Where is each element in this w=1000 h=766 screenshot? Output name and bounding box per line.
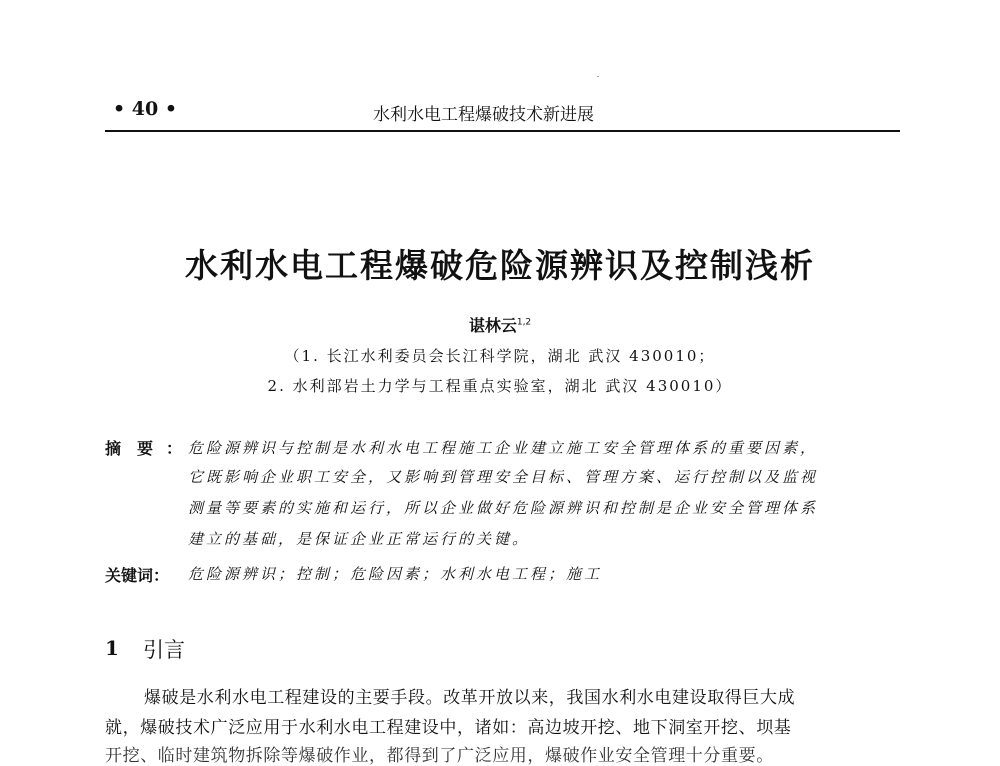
page-number: • 40 • — [113, 98, 177, 120]
section-title: 引言 — [143, 638, 185, 662]
affiliation-1: （1. 长江水利委员会长江科学院，湖北 武汉 430010； — [284, 347, 716, 365]
abstract-line: 危险源辨识与控制是水利水电工程施工企业建立施工安全管理体系的重要因素， — [188, 439, 819, 457]
header-rule — [105, 130, 900, 132]
running-title: 水利水电工程爆破技术新进展 — [373, 105, 594, 125]
abstract-line: 它既影响企业职工安全，又影响到管理安全目标、管理方案、运行控制以及监视 — [188, 468, 819, 486]
abstract-colon: ： — [166, 439, 183, 458]
body-line: 爆破是水利水电工程建设的主要手段。改革开放以来，我国水利水电建设取得巨大成 — [144, 688, 796, 708]
running-header — [105, 96, 900, 128]
affiliation-2: 2. 水利部岩土力学与工程重点实验室，湖北 武汉 430010） — [267, 377, 733, 395]
body-line: 开挖、临时建筑物拆除等爆破作业，都得到了广泛应用，爆破作业安全管理十分重要。 — [105, 746, 774, 766]
scan-speck — [597, 76, 599, 77]
section-number: 1 — [105, 636, 119, 660]
abstract-label: 摘要 — [105, 439, 170, 458]
author-line — [0, 313, 1000, 336]
keywords-label: 关键词： — [105, 566, 170, 585]
article-title: 水利水电工程爆破危险源辨识及控制浅析 — [185, 246, 815, 285]
abstract-line: 测量等要素的实施和运行，所以企业做好危险源辨识和控制是企业安全管理体系 — [188, 499, 819, 517]
body-line: 就，爆破技术广泛应用于水利水电工程建设中，诸如：高边坡开挖、地下洞室开挖、坝基 — [105, 718, 792, 738]
author-name: 谌林云 — [468, 316, 517, 335]
author-superscript: 1,2 — [516, 317, 532, 328]
keywords-text: 危险源辨识；控制；危险因素；水利水电工程；施工 — [188, 565, 603, 583]
abstract-line: 建立的基础，是保证企业正常运行的关键。 — [188, 530, 531, 548]
